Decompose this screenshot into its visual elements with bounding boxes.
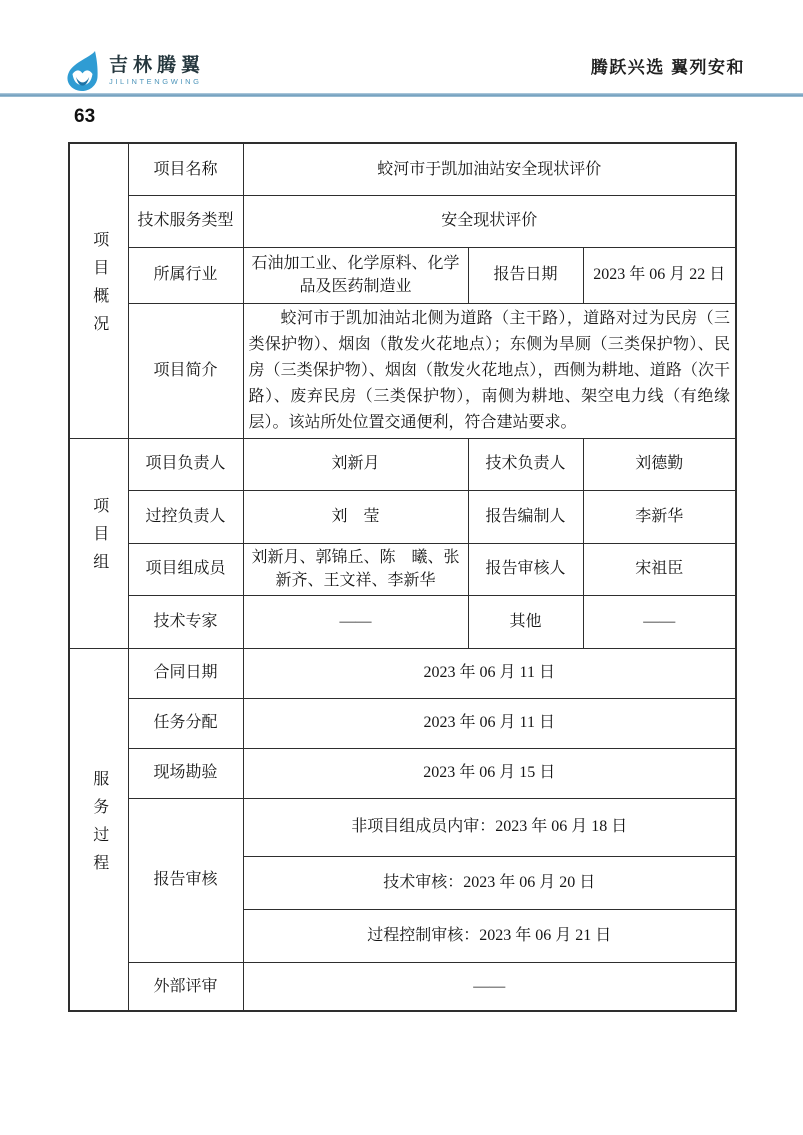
logo-text: 吉林腾翼: [109, 54, 206, 76]
table-row: [69, 303, 736, 438]
tech-leader-value: 刘德勤: [583, 438, 736, 490]
team-members-label: 项目组成员: [128, 543, 243, 595]
page-number: 63: [74, 106, 96, 127]
project-name-value: 蛟河市于凯加油站安全现状评价: [243, 143, 736, 195]
table-row: [69, 438, 736, 490]
project-record-table: [68, 142, 737, 1012]
table-row: [69, 247, 736, 303]
table-row: [69, 698, 736, 748]
report-compiler-value: 李新华: [583, 490, 736, 543]
tech-leader-label: 技术负责人: [468, 438, 583, 490]
logo-subtext: JILINTENGWING: [109, 77, 202, 87]
section-title-team: [69, 438, 128, 648]
table-row: [69, 648, 736, 698]
report-reviewer-label: 报告审核人: [468, 543, 583, 595]
site-survey-value: 2023 年 06 月 15 日: [243, 748, 736, 798]
site-survey-label: 现场勘验: [128, 748, 243, 798]
service-type-label: 技术服务类型: [128, 195, 243, 247]
tech-expert-label: 技术专家: [128, 595, 243, 648]
company-logo: [64, 50, 205, 92]
brief-cell: [243, 303, 736, 438]
process-control-leader-value: 刘 莹: [243, 490, 468, 543]
brief-text: 蛟河市于凯加油站北侧为道路（主干路），道路对过为民房（三类保护物）、烟囱（散发火花地点）；东侧为旱厕（三类保护物）、民房（三类保护物）、烟囱（散发火花地点），西侧为耕地、道路（次干路）、废弃民房（三类保护物），南侧为耕地、架空电力线（有绝缘层）。该站所处位置交通便利，符合建站要求。: [248, 309, 731, 431]
table-row: [69, 798, 736, 856]
table-row: [69, 195, 736, 247]
external-review-value: ——: [243, 962, 736, 1011]
process-control-leader-label: 过控负责人: [128, 490, 243, 543]
assignment-label: 任务分配: [128, 698, 243, 748]
header-divider-rule: [0, 93, 803, 97]
technical-review-value: 技术审核：2023 年 06 月 20 日: [243, 856, 736, 909]
other-value: ——: [583, 595, 736, 648]
report-date-label: 报告日期: [468, 247, 583, 303]
report-date-value: 2023 年 06 月 22 日: [583, 247, 736, 303]
section-title-process-label: 服务过程: [90, 769, 108, 882]
table-row: [69, 595, 736, 648]
assignment-value: 2023 年 06 月 11 日: [243, 698, 736, 748]
section-title-team-label: 项目组: [90, 497, 108, 582]
table-row: [69, 143, 736, 195]
industry-label: 所属行业: [128, 247, 243, 303]
internal-review-value: 非项目组成员内审：2023 年 06 月 18 日: [243, 798, 736, 856]
tech-expert-value: ——: [243, 595, 468, 648]
external-review-label: 外部评审: [128, 962, 243, 1011]
report-compiler-label: 报告编制人: [468, 490, 583, 543]
water-drop-logo-icon: [64, 50, 102, 92]
section-title-overview-label: 项目概况: [90, 231, 108, 344]
contract-date-label: 合同日期: [128, 648, 243, 698]
project-name-label: 项目名称: [128, 143, 243, 195]
report-review-label: 报告审核: [128, 798, 243, 962]
section-title-overview: [69, 143, 128, 438]
section-title-process: [69, 648, 128, 1011]
other-label: 其他: [468, 595, 583, 648]
service-type-value: 安全现状评价: [243, 195, 736, 247]
table-row: [69, 490, 736, 543]
table-row: [69, 543, 736, 595]
contract-date-value: 2023 年 06 月 11 日: [243, 648, 736, 698]
project-leader-value: 刘新月: [243, 438, 468, 490]
table-row: [69, 962, 736, 1011]
header-slogan: 腾跃兴选 翼列安和: [590, 58, 745, 77]
brief-label: 项目简介: [128, 303, 243, 438]
project-leader-label: 项目负责人: [128, 438, 243, 490]
table-row: [69, 748, 736, 798]
team-members-value: 刘新月、郭锦丘、陈 曦、张新齐、王文祥、李新华: [243, 543, 468, 595]
process-control-review-value: 过程控制审核：2023 年 06 月 21 日: [243, 909, 736, 962]
report-reviewer-value: 宋祖臣: [583, 543, 736, 595]
industry-value: 石油加工业、化学原料、化学品及医药制造业: [243, 247, 468, 303]
